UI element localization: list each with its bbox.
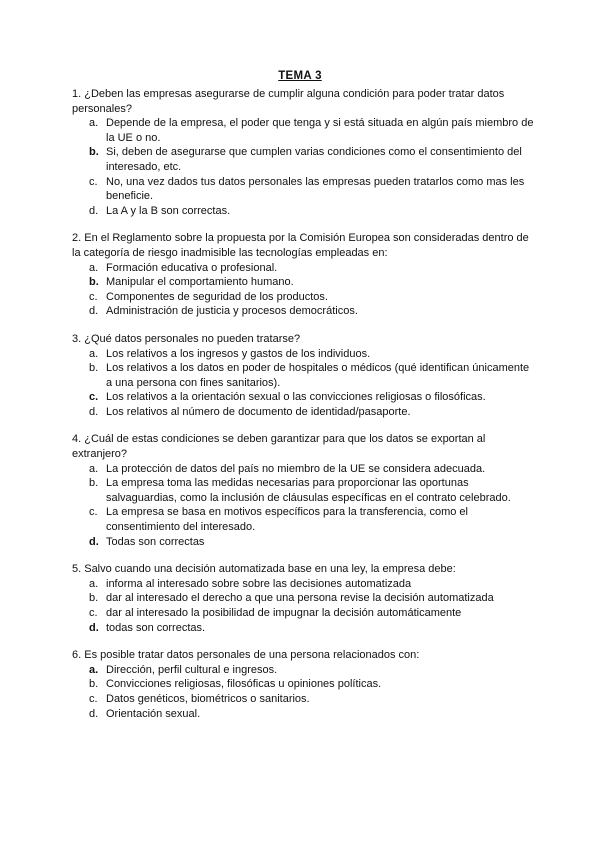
option-text: Manipular el comportamiento humano. [106, 276, 294, 289]
questions-list [72, 87, 534, 734]
option-item [72, 707, 534, 722]
options-list [72, 663, 534, 721]
question-text: 6. Es posible tratar datos personales de una persona relacionados con: [72, 649, 420, 662]
option-item [72, 621, 534, 636]
question-2 [72, 231, 534, 319]
option-item [72, 606, 534, 621]
option-text: todas son correctas. [106, 621, 206, 634]
option-letter: c. [89, 506, 98, 519]
option-letter: c. [89, 692, 98, 705]
document-title: TEMA 3 [278, 70, 322, 82]
option-letter: b. [89, 146, 99, 159]
option-letter: a. [89, 117, 99, 130]
option-text: Dirección, perfil cultural e ingresos. [106, 663, 278, 676]
option-letter: a. [89, 347, 99, 360]
option-letter: a. [89, 577, 99, 590]
option-item [72, 347, 534, 362]
option-text: Datos genéticos, biométricos o sanitarios. [106, 692, 310, 705]
option-letter: c. [89, 607, 98, 619]
option-letter: c. [89, 391, 99, 404]
option-item [72, 677, 534, 692]
options-list [72, 347, 534, 420]
option-letter: d. [89, 204, 99, 217]
option-text: Depende de la empresa, el poder que tenga y si está situada en algún país miembro de la UE o no. [106, 117, 534, 144]
option-letter: b. [89, 362, 99, 375]
options-list [72, 116, 534, 218]
options-list [72, 261, 534, 319]
option-letter: b. [89, 592, 99, 605]
option-text: informa al interesado sobre sobre las decisiones automatizada [106, 577, 412, 590]
option-item [72, 290, 534, 305]
option-item [72, 591, 534, 606]
option-item [72, 405, 534, 420]
option-item [72, 390, 534, 405]
option-item [72, 275, 534, 290]
option-text: Los relativos a los ingresos y gastos de los individuos. [106, 347, 371, 360]
option-text: No, una vez dados tus datos personales las empresas pueden tratarlos como mas les beneficie. [106, 175, 525, 203]
question-6 [72, 648, 534, 721]
option-text: Los relativos al número de documento de identidad/pasaporte. [106, 405, 411, 418]
option-text: Si, deben de asegurarse que cumplen varias condiciones como el consentimiento del interesado, etc. [106, 146, 522, 173]
option-item [72, 663, 534, 678]
option-letter: d. [89, 405, 99, 418]
option-text: La empresa se basa en motivos específicos para la transferencia, como el consentimiento del interesado. [106, 506, 468, 534]
option-item [72, 577, 534, 592]
option-letter: d. [89, 535, 99, 548]
option-letter: b. [89, 276, 99, 289]
option-text: La A y la B son correctas. [106, 204, 231, 217]
option-text: La protección de datos del país no miembro de la UE se considera adecuada. [106, 462, 486, 475]
question-4 [72, 432, 534, 549]
option-letter: d. [89, 707, 99, 720]
option-item [72, 204, 534, 219]
option-text: La empresa toma las medidas necesarias para proporcionar las oportunas salvaguardias, como la inclusión de cláusulas específicas en el contrato celebrado. [106, 477, 511, 504]
option-item [72, 535, 534, 550]
option-text: Componentes de seguridad de los productos. [106, 290, 328, 303]
option-text: Los relativos a la orientación sexual o las convicciones religiosas o filosóficas. [106, 391, 486, 404]
option-letter: d. [89, 621, 99, 634]
option-letter: c. [89, 290, 98, 303]
option-letter: b. [89, 477, 99, 490]
option-item [72, 304, 534, 319]
option-item [72, 361, 534, 390]
option-text: Convicciones religiosas, filosóficas u opiniones políticas. [106, 678, 382, 691]
option-item [72, 261, 534, 276]
option-text: Formación educativa o profesional. [106, 261, 278, 274]
option-text: dar al interesado el derecho a que una persona revise la decisión automatizada [106, 592, 494, 605]
option-item [72, 116, 534, 145]
option-text: Todas son correctas [106, 535, 205, 548]
question-5 [72, 562, 534, 635]
option-item [72, 505, 534, 534]
option-letter: b. [89, 678, 99, 691]
question-text: 4. ¿Cuál de estas condiciones se deben garantizar para que los datos se exportan al extranjero? [72, 433, 486, 461]
question-1 [72, 87, 534, 218]
option-item [72, 145, 534, 174]
question-text: 1. ¿Deben las empresas asegurarse de cumplir alguna condición para poder tratar datos personales? [72, 88, 505, 115]
option-text: Orientación sexual. [106, 707, 201, 720]
question-3 [72, 332, 534, 420]
option-item [72, 476, 534, 505]
option-text: Administración de justicia y procesos democráticos. [106, 305, 358, 318]
question-text: 3. ¿Qué datos personales no pueden tratarse? [72, 332, 301, 345]
option-text: dar al interesado la posibilidad de impugnar la decisión automáticamente [106, 607, 462, 619]
options-list [72, 462, 534, 550]
option-item [72, 692, 534, 707]
option-item [72, 175, 534, 204]
option-letter: a. [89, 462, 99, 475]
option-letter: a. [89, 261, 99, 274]
option-item [72, 462, 534, 477]
question-text: 2. En el Reglamento sobre la propuesta por la Comisión Europea son consideradas dentro de la categoría de riesgo inadmisible las tecnologías empleadas en: [72, 232, 529, 259]
question-text: 5. Salvo cuando una decisión automatizada base en una ley, la empresa debe: [72, 563, 456, 576]
option-letter: a. [89, 663, 99, 676]
option-letter: d. [89, 305, 99, 318]
option-letter: c. [89, 175, 98, 188]
options-list [72, 577, 534, 635]
option-text: Los relativos a los datos en poder de hospitales o médicos (qué identifican únicamente a una persona con fines sanitarios). [106, 362, 530, 389]
